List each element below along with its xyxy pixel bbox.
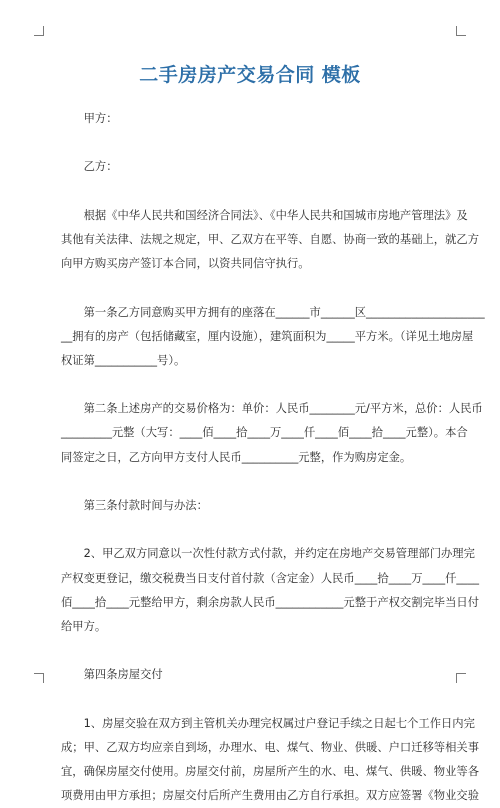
document-line [61,518,440,542]
document-line: 宜，确保房屋交付使用。房屋交付前，房屋所产生的水、电、煤气、供暖、物业等各 [61,765,479,779]
document-title: 二手房房产交易合同 模板 [139,64,361,86]
document-line: 乙方： [61,160,118,174]
document-line: 权证第___________号）。 [61,353,186,367]
document-line: 甲方： [61,112,118,125]
document-line: 根据《中华人民共和国经济合同法》、《中华人民共和国城市房地产管理法》及 [61,208,468,222]
document-line: 项费用由甲方承担；房屋交付后所产生费用由乙方自行承担。双方应签署《物业交验 [61,789,479,803]
corner-mark-bottom-right [456,673,466,683]
document-line: 成；甲、乙双方均应亲自到场，办理水、电、煤气、物业、供暖、户口迁移等相关事 [61,740,479,754]
document-line [61,470,440,494]
document-line [61,688,440,712]
document-line: 其他有关法律、法规之规定，甲、乙双方在平等、自愿、协商一致的基础上，就乙方 [61,232,479,246]
document-line: 同签定之日，乙方向甲方支付人民币__________元整，作为购房定金。 [61,450,412,464]
document-line [61,639,440,663]
document-line: 第二条上述房产的交易价格为：单价：人民币________元/平方米，总价：人民币 [61,402,483,416]
corner-mark-bottom-left [34,673,44,683]
document-line: 2、甲乙双方同意以一次性付款方式付款，并约定在房地产交易管理部门办理完 [61,547,475,561]
document-line [61,276,440,300]
document-line [61,373,440,397]
document-line: _________元整（大写：____佰____拾____万____仟____佰____拾____元整）。本合 [61,426,468,440]
document-line [61,131,440,155]
document-line: 产权变更登记，缴交税费当日支付首付款（含定金）人民币____拾____万____仟____ [61,571,479,585]
document-line: 给甲方。 [61,619,107,633]
document-line [61,180,440,204]
document-line: __拥有的房产（包括储藏室，厘内设施），建筑面积为_____平方米。（详见土地房屋 [61,329,474,343]
document-line: 第一条乙方同意购买甲方拥有的座落在______市______区_____________________ [61,305,485,319]
document-line: 第三条付款时间与办法： [61,499,208,512]
document-line: 向甲方购买房产签订本合同，以资共同信守执行。 [61,257,310,271]
document-line: 1、房屋交验在双方到主管机关办理完权属过户登记手续之日起七个工作日内完 [61,716,475,730]
document-line: 第四条房屋交付 [61,668,163,682]
document-body [61,107,485,808]
corner-mark-top-right [456,26,466,36]
corner-mark-top-left [34,26,44,36]
document-line: 佰____拾____元整给甲方，剩余房款人民币____________元整于产权交割完毕当日付 [61,595,479,609]
